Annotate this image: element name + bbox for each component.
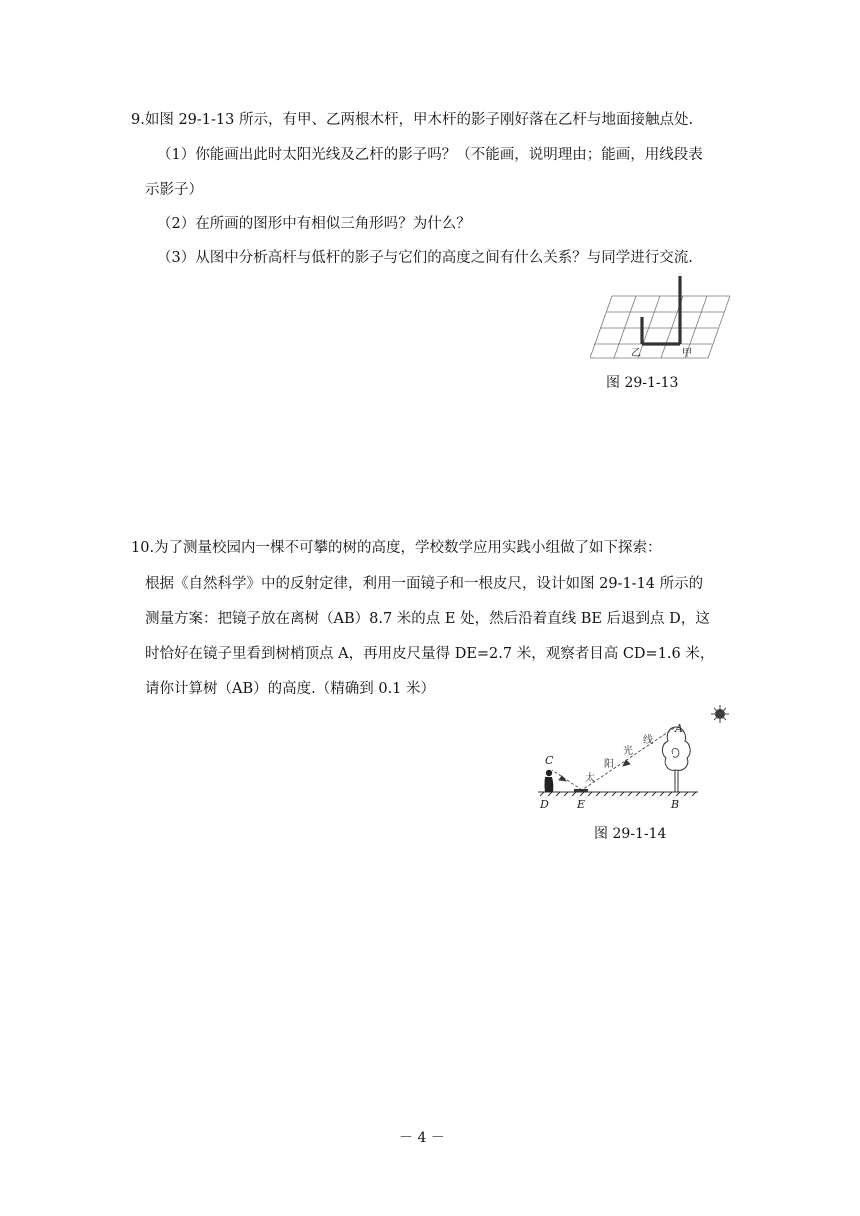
ray-char-2: 阳 <box>604 759 614 770</box>
ground <box>538 792 698 796</box>
ray-char-1: 太 <box>585 773 595 784</box>
caption-29-1-13: 图 29-1-13 <box>606 375 679 391</box>
ray-char-3: 光 <box>623 746 633 757</box>
q9-part1-line2: 示影子） <box>145 182 203 198</box>
q10-line1: 根据《自然科学》中的反射定律，利用一面镜子和一根皮尺，设计如图 29-1-14 所示的 <box>145 576 704 592</box>
label-E: E <box>577 798 586 811</box>
q9-title: 9.如图 29-1-13 所示，有甲、乙两根木杆，甲木杆的影子刚好落在乙杆与地面接触点处. <box>131 112 694 128</box>
figure-29-1-13 <box>590 272 735 364</box>
label-A: A <box>675 722 683 735</box>
observer-figure <box>545 770 554 792</box>
q9-part2: （2）在所画的图形中有相似三角形吗？为什么？ <box>157 216 471 232</box>
q9-part3: （3）从图中分析高杆与低杆的影子与它们的高度之间有什么关系？与同学进行交流. <box>157 250 693 266</box>
q9-part1-line1: （1）你能画出此时太阳光线及乙杆的影子吗？（不能画，说明理由；能画，用线段表 <box>157 147 703 163</box>
label-jia: 甲 <box>682 348 692 359</box>
q10-line2: 测量方案：把镜子放在离树（AB）8.7 米的点 E 处，然后沿着直线 BE 后退到点 D，这 <box>145 611 710 627</box>
page-number: － 4 － <box>399 1130 445 1146</box>
q10-line3: 时恰好在镜子里看到树梢顶点 A，再用皮尺量得 DE=2.7 米，观察者目高 CD=1.6 米， <box>145 646 715 662</box>
tree-icon <box>662 727 690 792</box>
grid <box>590 296 730 358</box>
figure-29-1-14 <box>530 700 740 818</box>
label-C: C <box>545 754 554 767</box>
label-B: B <box>671 798 680 811</box>
q10-title: 10.为了测量校园内一棵不可攀的树的高度，学校数学应用实践小组做了如下探索： <box>131 540 662 556</box>
label-D: D <box>540 798 549 811</box>
caption-29-1-14: 图 29-1-14 <box>594 826 667 842</box>
ray-char-4: 线 <box>643 735 653 746</box>
q10-line4: 请你计算树（AB）的高度.（精确到 0.1 米） <box>145 681 436 697</box>
sun-icon <box>711 705 729 723</box>
label-yi: 乙 <box>631 348 641 359</box>
poles <box>642 276 680 344</box>
